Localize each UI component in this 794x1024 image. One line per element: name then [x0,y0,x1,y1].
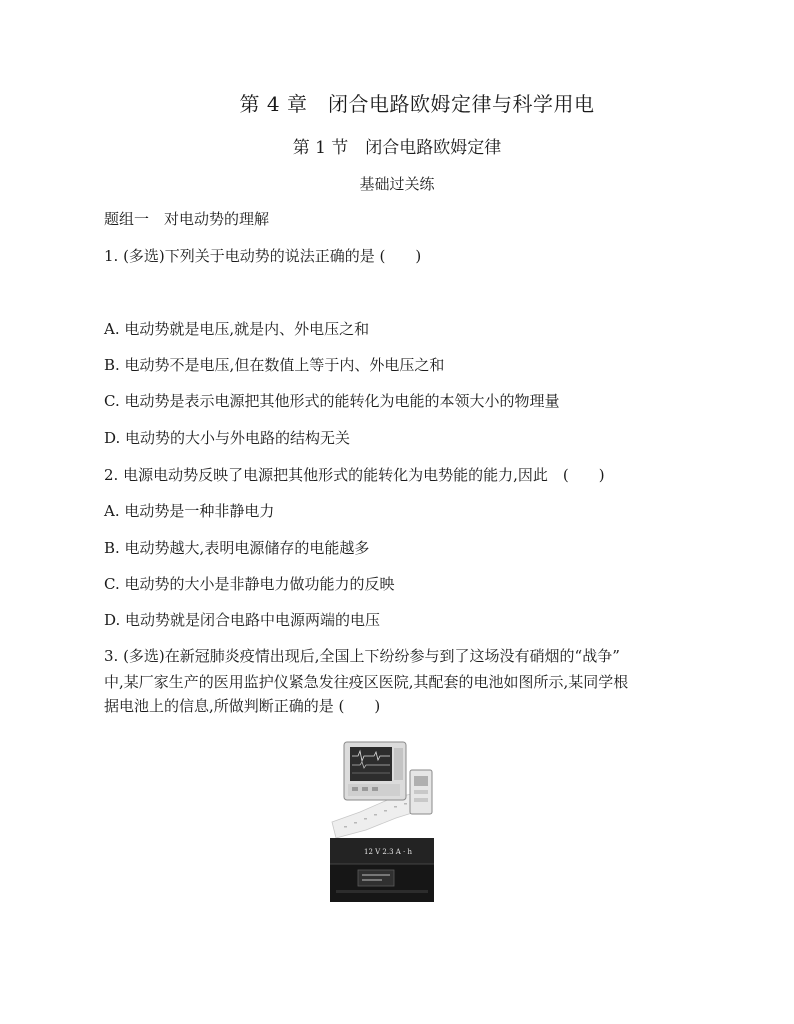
question-1-option-c: C. 电动势是表示电源把其他形式的能转化为电能的本领大小的物理量 [104,392,560,410]
question-3-stem-line-1: 3. (多选)在新冠肺炎疫情出现后,全国上下纷纷参与到了这场没有硝烟的“战争” [104,647,620,665]
question-group-title: 题组一 对电动势的理解 [104,210,270,228]
question-3-stem-line-3: 据电池上的信息,所做判断正确的是 ( ) [104,697,381,715]
question-1-option-d: D. 电动势的大小与外电路的结构无关 [104,429,351,447]
question-1-option-b: B. 电动势不是电压,但在数值上等于内、外电压之和 [104,356,445,374]
section-title: 第 1 节 闭合电路欧姆定律 [292,138,502,158]
question-1-option-a: A. 电动势就是电压,就是内、外电压之和 [104,320,370,338]
question-3-stem-line-2: 中,某厂家生产的医用监护仪紧急发往疫区医院,其配套的电池如图所示,某同学根 [104,673,629,691]
battery-rating-label: 12 V 2.3 A · h [364,848,413,856]
monitor-battery-figure [330,738,434,902]
question-2-option-a: A. 电动势是一种非静电力 [104,502,275,520]
monitor-battery-image [330,738,434,902]
question-2-option-c: C. 电动势的大小是非静电力做功能力的反映 [104,575,395,593]
question-1-stem: 1. (多选)下列关于电动势的说法正确的是 ( ) [104,247,422,265]
exercise-title: 基础过关练 [359,175,435,193]
question-2-option-d: D. 电动势就是闭合电路中电源两端的电压 [104,611,381,629]
question-2-stem: 2. 电源电动势反映了电源把其他形式的能转化为电势能的能力,因此 ( ) [104,466,605,484]
question-2-option-b: B. 电动势越大,表明电源储存的电能越多 [104,539,370,557]
chapter-title: 第 4 章 闭合电路欧姆定律与科学用电 [239,92,595,116]
